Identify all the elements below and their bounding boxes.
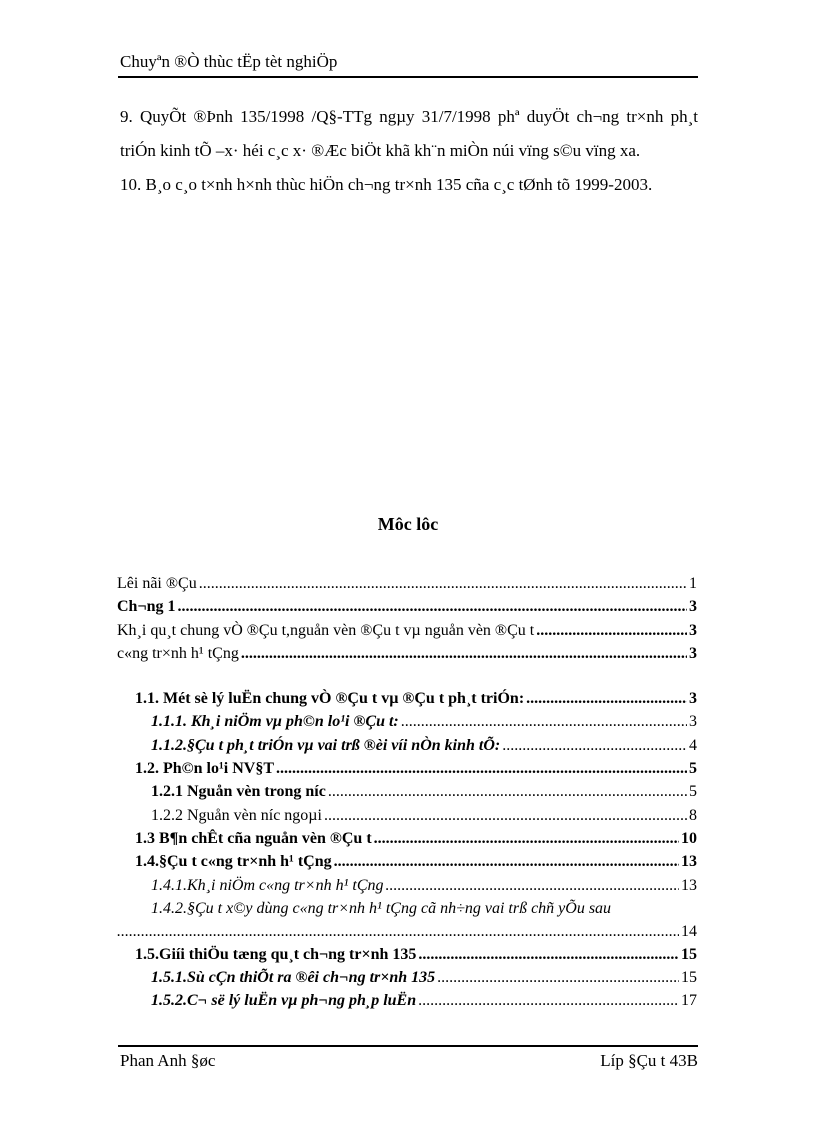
- page-header-title: Chuyªn ®Ò thùc tËp tèt nghiÖp: [120, 52, 338, 71]
- toc-entry-page: 5: [689, 760, 697, 778]
- toc-entry-text: 1.1.2.§Çu t ph¸t triÓn vµ vai trß ®èi víi nÒn kinh tÕ:: [151, 736, 501, 754]
- toc-entry: [117, 619, 697, 642]
- toc-leader: [502, 734, 687, 757]
- toc-leader: [328, 780, 687, 803]
- toc-entry-text: 1.1. Mét sè lý luËn chung vÒ ®Çu t vµ ®Çu t ph¸t triÓn:: [135, 690, 525, 708]
- toc-entry-page: 3: [689, 690, 697, 708]
- toc-entry: [117, 595, 697, 618]
- toc-entry-text: Lêi nãi ®Çu: [117, 575, 197, 592]
- toc-entry-page: 3: [689, 713, 697, 731]
- toc-entry-page: 5: [689, 783, 697, 801]
- toc-leader: [437, 966, 679, 989]
- toc-entry-page: 13: [681, 876, 697, 894]
- toc-entry-text: 1.2. Ph©n lo¹i NV§T: [135, 760, 274, 778]
- footer-rule: [118, 1045, 698, 1047]
- toc-entry: [117, 966, 697, 989]
- toc-entry: [117, 780, 697, 803]
- toc-entry-continuation: [151, 920, 697, 943]
- toc-entry-text: 1.2.2 Nguån vèn níc ngoµi: [151, 806, 322, 824]
- toc-entry: [117, 757, 697, 780]
- toc-title: Môc lôc: [377, 514, 439, 534]
- toc-entry: [117, 850, 697, 873]
- toc-entry-text: 1.4.1.Kh¸i niÖm c«ng tr×nh h¹ tÇng: [151, 876, 384, 894]
- toc-entry-text: Ch¬ng 1: [117, 598, 176, 616]
- toc-entry-page: 17: [681, 992, 697, 1010]
- footer-class: Líp §Çu t 43B: [600, 1051, 698, 1070]
- toc-entry: [117, 874, 697, 897]
- toc-entry-text: 1.2.1 Nguån vèn trong níc: [151, 783, 326, 801]
- toc-entry: [117, 642, 697, 665]
- reference-item: 9. QuyÕt ®Þnh 135/1998 /Q§-TTg ngµy 31/7/1998 phª duyÖt ch¬ng tr×nh ph¸t triÓn kinh tÕ –x· héi c¸c x· ®Æc biÖt khã kh¨n miÒn núi vïng s©u vïng xa.: [120, 107, 698, 160]
- toc-entry-page: 3: [689, 598, 697, 616]
- toc-entry-page: 3: [689, 644, 697, 662]
- toc-entry-page: 8: [689, 806, 697, 824]
- toc-entry-text: 1.5.2.C¬ së lý luËn vµ ph¬ng ph¸p luËn: [151, 992, 417, 1010]
- toc-entry-text: 1.3 B¶n chÊt cña nguån vèn ®Çu t: [135, 829, 372, 847]
- header-rule: [118, 76, 698, 78]
- toc-leader: [526, 687, 687, 710]
- toc-entry-text: c«ng tr×nh h¹ tÇng: [117, 644, 239, 662]
- toc-entry: [117, 734, 697, 757]
- toc-leader: [418, 943, 679, 966]
- toc-entry-page: 14: [681, 922, 697, 940]
- toc-leader: [385, 874, 679, 897]
- toc-entry-text: 1.4.2.§Çu t x©y dùng c«ng tr×nh h¹ tÇng cã nh÷ng vai trß chñ yÕu sau: [151, 899, 612, 917]
- toc-leader: [117, 920, 679, 943]
- toc-leader: [177, 595, 687, 618]
- toc-leader: [418, 989, 679, 1012]
- footer-author: Phan Anh §øc: [120, 1051, 216, 1070]
- toc-entry-page: 1: [689, 575, 697, 592]
- toc-entry: [117, 687, 697, 710]
- toc-entry: [117, 897, 697, 943]
- toc-entry: [117, 943, 697, 966]
- toc-entry: [117, 827, 697, 850]
- toc-entry-page: 15: [681, 945, 697, 963]
- references-list: [120, 100, 698, 202]
- toc-entry: [117, 572, 697, 595]
- toc-entry-page: 10: [681, 829, 697, 847]
- toc-entry-text: Kh¸i qu¸t chung vÒ ®Çu t,nguån vèn ®Çu t vµ nguån vèn ®Çu t: [117, 621, 535, 639]
- toc-entry-page: 4: [689, 736, 697, 754]
- toc-leader: [401, 710, 687, 733]
- toc-leader: [199, 572, 687, 595]
- toc-entry: [117, 989, 697, 1012]
- toc-entry-text: 1.5.Giíi thiÖu tæng qu¸t ch¬ng tr×nh 135: [135, 945, 417, 963]
- toc-entry-text: 1.1.1. Kh¸i niÖm vµ ph©n lo¹i ®Çu t:: [151, 713, 399, 731]
- toc-entry-text: 1.5.1.Sù cÇn thiÕt ra ®êi ch¬ng tr×nh 135: [151, 969, 436, 987]
- toc-leader: [374, 827, 679, 850]
- reference-item: 10. B¸o c¸o t×nh h×nh thùc hiÖn ch¬ng tr×nh 135 cña c¸c tØnh tõ 1999-2003.: [120, 175, 653, 194]
- toc-leader: [334, 850, 679, 873]
- toc-leader: [241, 642, 687, 665]
- toc-entry-text: 1.4.§Çu t c«ng tr×nh h¹ tÇng: [135, 853, 332, 871]
- toc-spacer: [117, 665, 697, 687]
- toc-entry-page: 13: [681, 853, 697, 871]
- toc-entry-page: 15: [681, 969, 697, 987]
- table-of-contents: [117, 572, 697, 1013]
- toc-leader: [276, 757, 687, 780]
- toc-leader: [324, 804, 687, 827]
- toc-entry: [117, 804, 697, 827]
- toc-leader: [536, 619, 687, 642]
- toc-entry-page: 3: [689, 621, 697, 639]
- toc-entry: [117, 710, 697, 733]
